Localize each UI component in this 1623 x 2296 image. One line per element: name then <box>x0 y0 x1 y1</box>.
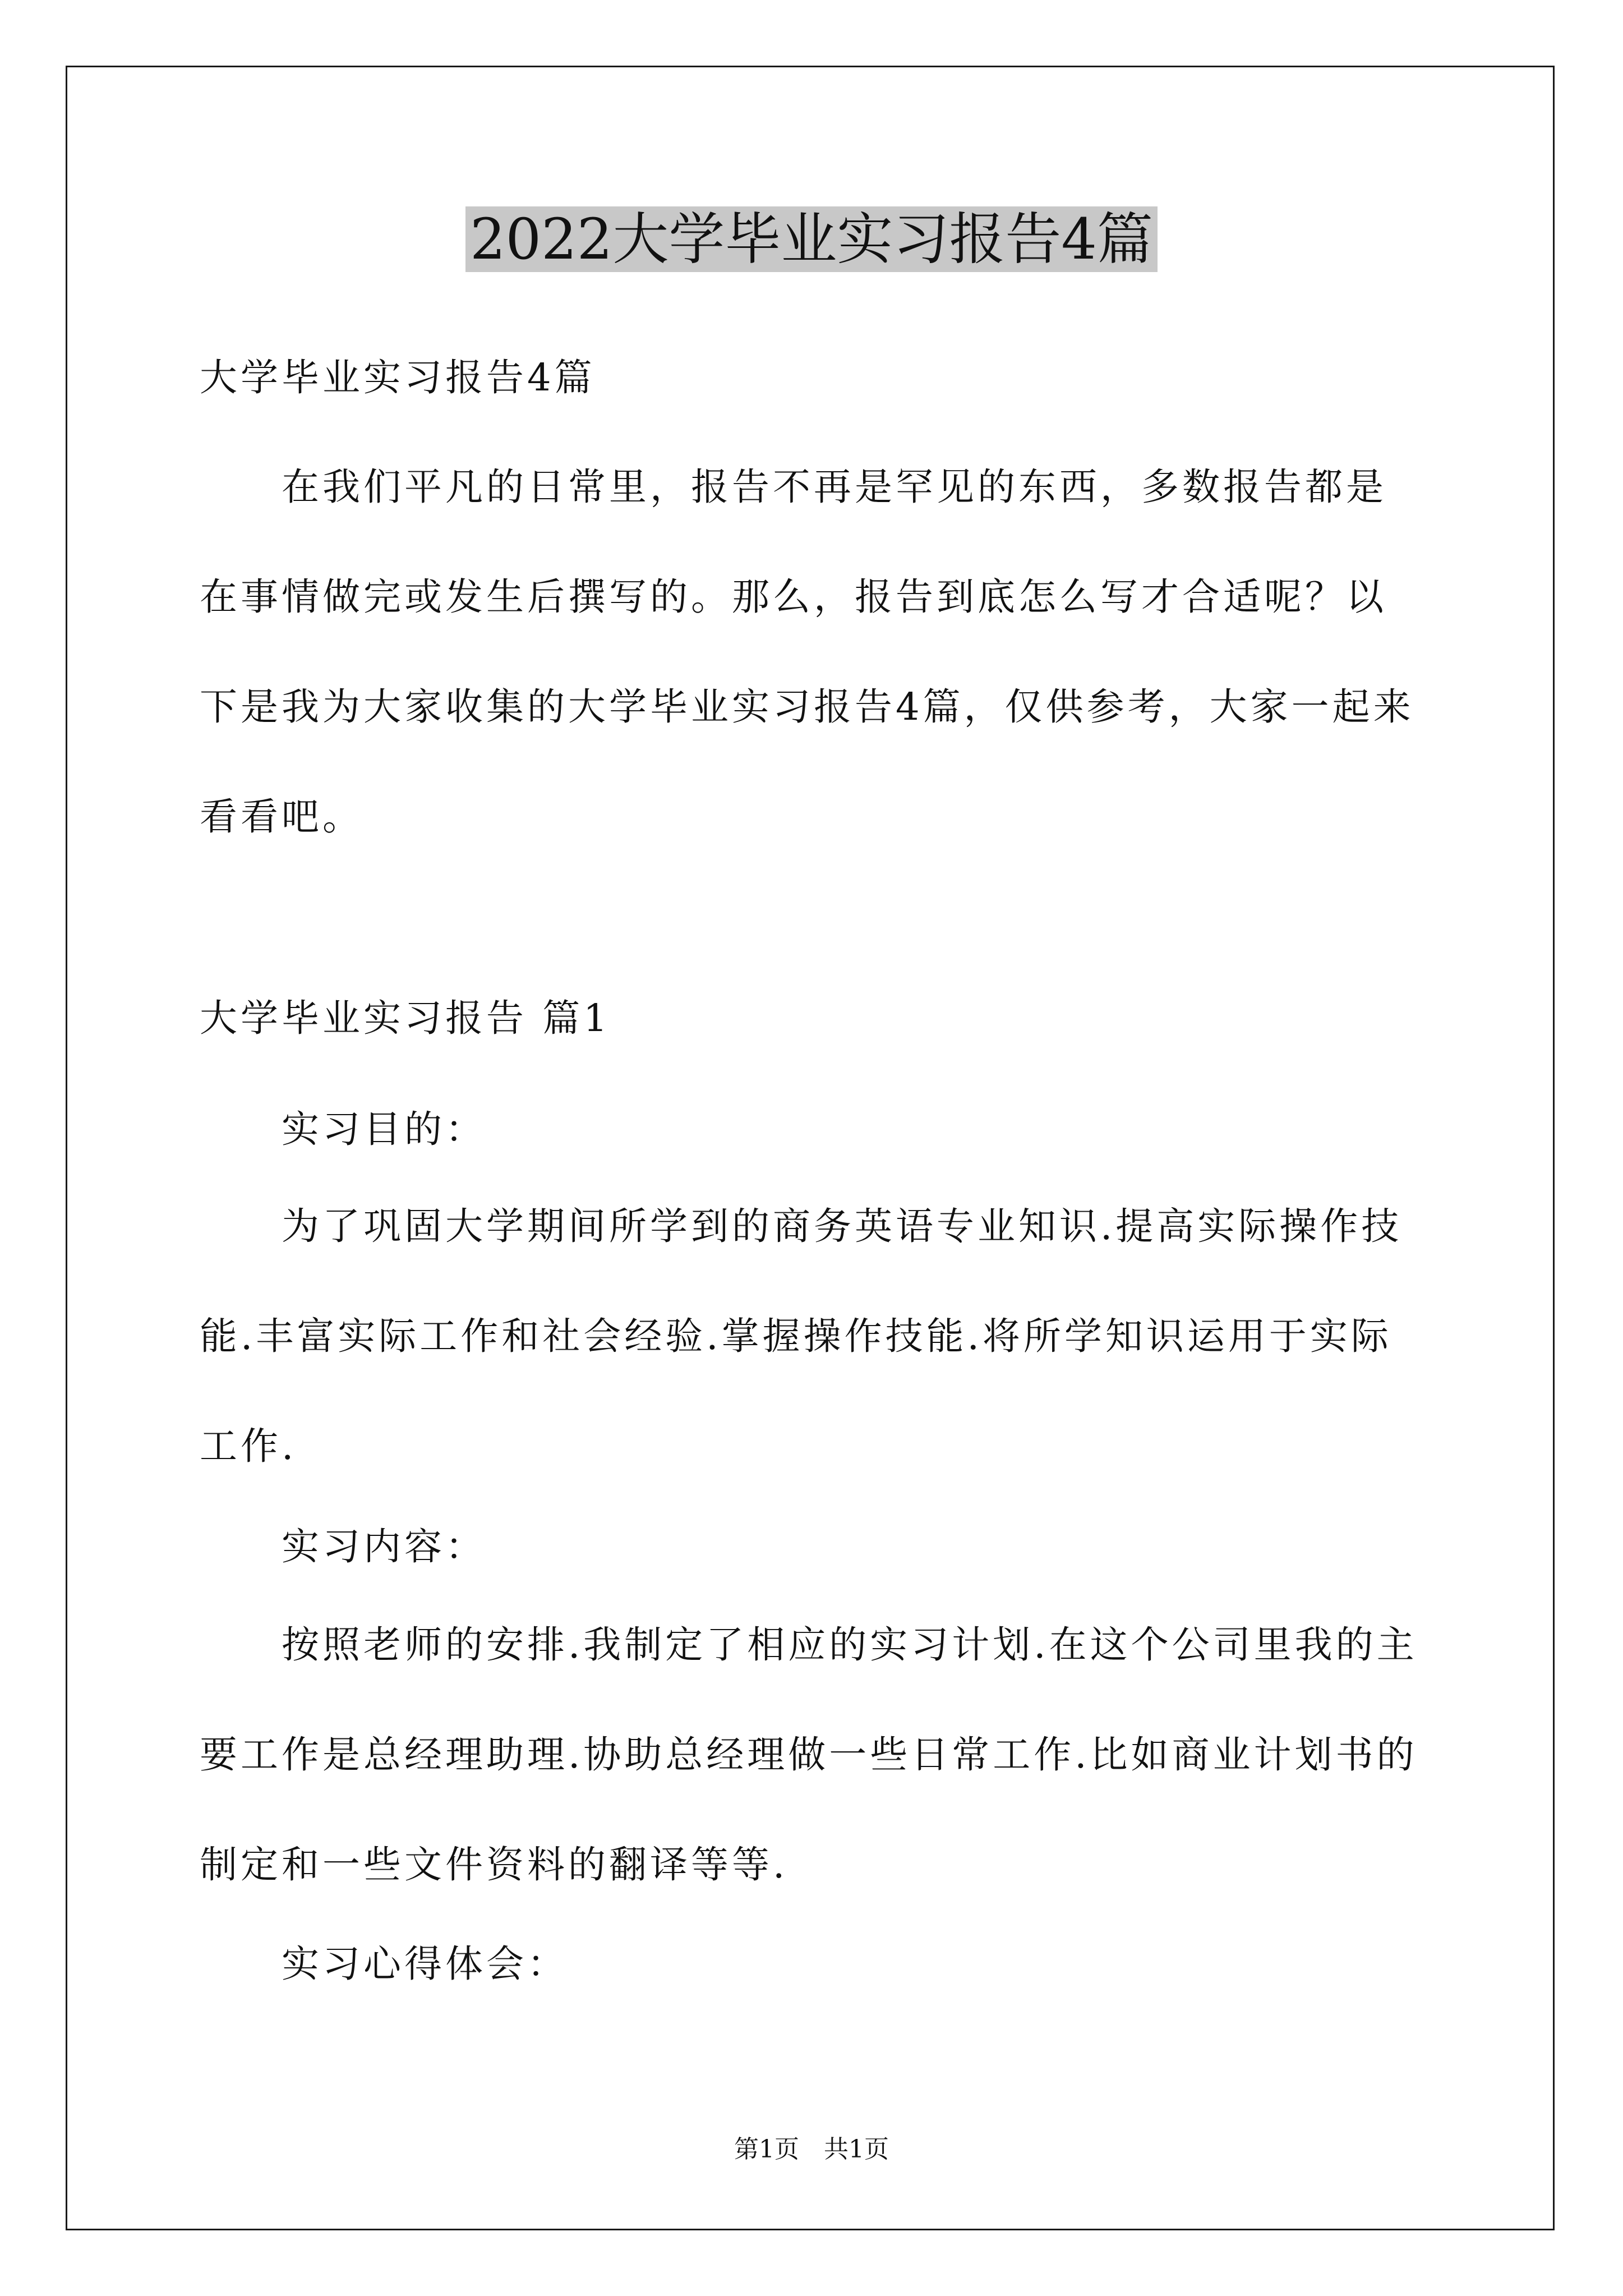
document-title-text: 2022大学毕业实习报告4篇 <box>465 206 1158 272</box>
intro-paragraph: 在我们平凡的日常里，报告不再是罕见的东西，多数报告都是在事情做完或发生后撰写的。那么，报告到底怎么写才合适呢？以下是我为大家收集的大学毕业实习报告4篇，仅供参考，大家一起来看看吧。 <box>200 465 1414 839</box>
page-footer <box>0 2133 1623 2166</box>
experience-label: 实习心得体会： <box>282 1942 568 1986</box>
document-title <box>0 203 1623 276</box>
content-label: 实习内容： <box>282 1525 486 1568</box>
content-paragraph: 按照老师的安排.我制定了相应的实习计划.在这个公司里我的主要工作是总经理助理.协助总经理做一些日常工作.比如商业计划书的制定和一些文件资料的翻译等等. <box>200 1623 1418 1887</box>
page-number-current: 第1页 <box>734 2135 799 2164</box>
document-subtitle: 大学毕业实习报告4篇 <box>200 356 596 399</box>
purpose-label: 实习目的： <box>282 1107 486 1151</box>
page-number-total: 共1页 <box>824 2135 889 2164</box>
purpose-paragraph: 为了巩固大学期间所学到的商务英语专业知识.提高实际操作技能.丰富实际工作和社会经验.掌握操作技能.将所学知识运用于实际工作. <box>200 1204 1403 1468</box>
section-heading: 大学毕业实习报告 篇1 <box>200 996 611 1040</box>
